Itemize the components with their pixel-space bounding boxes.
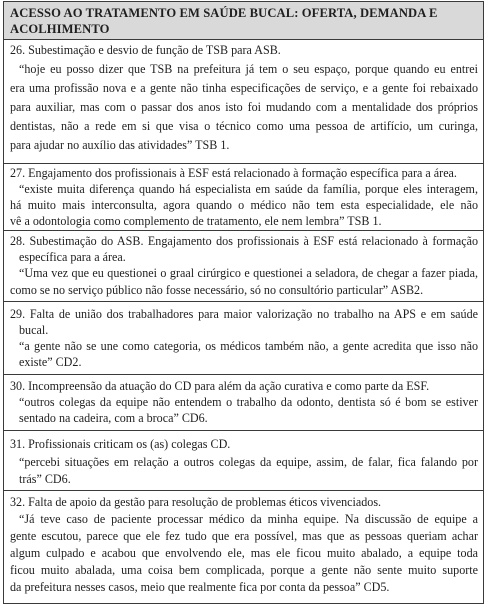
row-quote-line: “existe muita diferença quando há especialista em saúde da família, porque eles interagem, (19, 182, 478, 196)
table-row (4, 231, 483, 302)
row-quote-line: dentistas, não a rede em si que visa o técnico como uma pessoa de artifício, um curinga, (10, 119, 478, 133)
row-quote-line: como se no serviço público não fosse necessário, só no consultório particular” ASB2. (10, 283, 424, 297)
header-line: ACOLHIMENTO (10, 22, 110, 36)
row-quote-line: vê a odontologia como complemento de tratamento, ele nem lembra” TSB 1. (10, 214, 382, 228)
row-quote-line: trás” CD6. (19, 472, 71, 486)
table-row (4, 164, 483, 231)
row-quote-line: há muito mais interconsulta, agora quando o médico não tem esta especialidade, ele não (10, 198, 478, 212)
row-quote-line: “Já teve caso de paciente processar médico da minha equipe. Na discussão de equipe a (19, 512, 478, 526)
row-title: 32. Falta de apoio da gestão para resolução de problemas éticos vivenciados. (10, 495, 382, 509)
row-title: 31. Profissionais criticam os (as) colegas CD. (10, 437, 231, 451)
row-title: bucal. (19, 323, 49, 337)
row-quote-line: para auxiliar, mas com o passar dos anos isto foi mudando com a mentalidade dos próprios (10, 100, 478, 114)
table-header (4, 2, 483, 40)
row-quote-line: gente escutou, parece que ele fez tudo que era possível, mas que as pessoas queriam achar (10, 529, 478, 543)
row-title: 27. Engajamento dos profissionais à ESF está relacionado à formação específica para a área. (10, 166, 457, 180)
row-quote-line: para ajudar no auxílio das atividades” TSB 1. (10, 138, 230, 152)
row-quote-line: algum culpado e acabou que envolvendo ele, mas ele ficou muito abalado, a equipe toda (10, 546, 478, 560)
table-row (4, 491, 483, 603)
row-quote-line: da prefeitura nesses casos, meio que realmente fica por conta da pessoa” CD5. (10, 580, 390, 594)
row-quote-line: “hoje eu posso dizer que TSB na prefeitura já tem o seu espaço, porque quando eu entrei (19, 62, 478, 76)
table-row (4, 375, 483, 431)
row-quote-line: sentado na cadeira, com a broca” CD6. (19, 411, 208, 425)
row-quote-line: ficou muito abalada, uma coisa bem complicada, porque a gente não sente muito suporte (10, 563, 478, 577)
table-row (4, 431, 483, 491)
row-title: 28. Subestimação do ASB. Engajamento dos profissionais à ESF está relacionado à formação (10, 234, 478, 248)
row-quote-line: era uma profissão nova e a gente não tinha especificações de serviço, e a gente foi rebaixado (10, 81, 478, 95)
header-line: ACESSO AO TRATAMENTO EM SAÚDE BUCAL: OFERTA, DEMANDA E (10, 6, 438, 20)
row-quote-line: “Uma vez que eu questionei o graal cirúrgico e questionei a seladora, de chegar a fazer piada, (19, 266, 478, 280)
row-quote-line: “percebi situações em relação a outros colegas da equipe, assim, de falar, fica falando por (19, 455, 478, 469)
row-quote-line: “outros colegas da equipe não entendem o trabalho da odonto, dentista só é bom se estiver (19, 395, 478, 409)
themes-table (3, 1, 484, 604)
row-title: específica para a área. (19, 250, 126, 264)
row-quote-line: “a gente não se une como categoria, os médicos também não, a gente acredita que isso não (19, 339, 478, 353)
row-quote-line: existe” CD2. (19, 355, 82, 369)
row-title: 26. Subestimação e desvio de função de TSB para ASB. (10, 43, 281, 57)
row-title: 30. Incompreensão da atuação do CD para além da ação curativa e como parte da ESF. (10, 379, 430, 393)
row-title: 29. Falta de união dos trabalhadores para maior valorização no trabalho na APS e em saúde (10, 307, 478, 321)
table-row (4, 40, 483, 164)
table-row (4, 302, 483, 375)
